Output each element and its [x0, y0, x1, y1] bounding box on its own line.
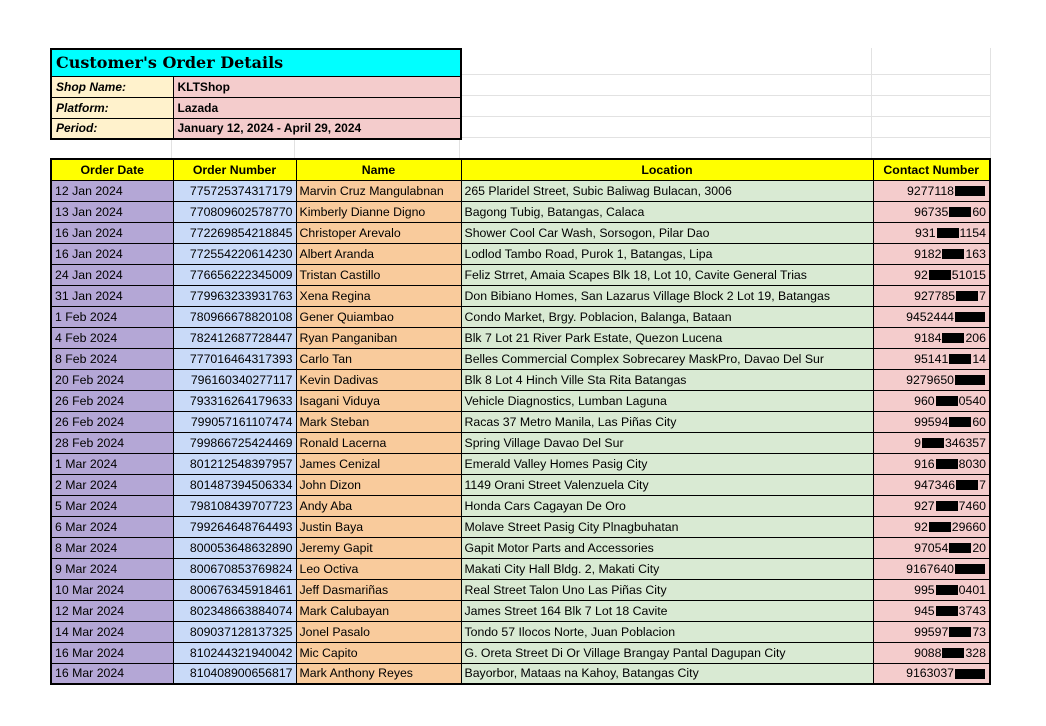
- table-row: [51, 600, 990, 621]
- location-cell: Feliz Strret, Amaia Scapes Blk 18, Lot 10, Cavite General Trias: [461, 264, 873, 285]
- order-date-cell: 28 Feb 2024: [51, 432, 173, 453]
- location-cell: Emerald Valley Homes Pasig City: [461, 453, 873, 474]
- order-date-cell: 5 Mar 2024: [51, 495, 173, 516]
- contact-number-cell: [873, 558, 990, 579]
- contact-number-cell: [873, 621, 990, 642]
- customer-name-cell: Albert Aranda: [296, 243, 461, 264]
- customer-name-cell: Andy Aba: [296, 495, 461, 516]
- info-row-period: [51, 118, 461, 139]
- contact-visible-suffix: 60: [972, 414, 986, 429]
- location-cell: Molave Street Pasig City Plnagbuhatan: [461, 516, 873, 537]
- table-row: [51, 621, 990, 642]
- contact-visible-suffix: 3743: [958, 603, 986, 618]
- contact-number-cell: [873, 327, 990, 348]
- location-cell: Gapit Motor Parts and Accessories: [461, 537, 873, 558]
- table-row: [51, 243, 990, 264]
- location-cell: Real Street Talon Uno Las Piñas City: [461, 579, 873, 600]
- shop-info-block: [50, 48, 462, 140]
- location-cell: Blk 8 Lot 4 Hinch Ville Sta Rita Batangas: [461, 369, 873, 390]
- col-header-name: Name: [296, 159, 461, 180]
- contact-visible-suffix: 0401: [958, 582, 986, 597]
- contact-number-cell: [873, 516, 990, 537]
- contact-visible-prefix: 960: [914, 393, 935, 408]
- contact-visible-suffix: 60: [972, 204, 986, 219]
- contact-visible-suffix: 163: [965, 246, 986, 261]
- contact-visible-prefix: 92: [914, 519, 928, 534]
- location-cell: 265 Plaridel Street, Subic Baliwag Bulacan, 3006: [461, 180, 873, 201]
- grid-cell: [460, 96, 872, 117]
- redaction-bar: [936, 501, 958, 511]
- customer-name-cell: Kevin Dadivas: [296, 369, 461, 390]
- contact-visible-suffix: 7: [979, 477, 986, 492]
- table-row: [51, 348, 990, 369]
- order-number-cell: 776656222345009: [173, 264, 296, 285]
- redaction-bar: [936, 396, 958, 406]
- contact-visible-prefix: 9277118: [907, 183, 954, 198]
- order-date-cell: 20 Feb 2024: [51, 369, 173, 390]
- location-cell: G. Oreta Street Di Or Village Brangay Pantal Dagupan City: [461, 642, 873, 663]
- contact-visible-suffix: 346357: [944, 435, 986, 450]
- redaction-bar: [956, 291, 978, 301]
- customer-name-cell: Gener Quiambao: [296, 306, 461, 327]
- order-number-cell: 775725374317179: [173, 180, 296, 201]
- contact-number-cell: [873, 264, 990, 285]
- contact-visible-suffix: 7460: [958, 498, 986, 513]
- contact-number-cell: [873, 663, 990, 684]
- customer-name-cell: Christoper Arevalo: [296, 222, 461, 243]
- contact-visible-prefix: 9279650: [906, 372, 954, 387]
- info-row-shop: [51, 76, 461, 97]
- redaction-bar: [942, 648, 964, 658]
- location-cell: Condo Market, Brgy. Poblacion, Balanga, Bataan: [461, 306, 873, 327]
- sheet-title: Customer's Order Details: [51, 49, 461, 76]
- order-number-cell: 799057161107474: [173, 411, 296, 432]
- col-header-order-date: Order Date: [51, 159, 173, 180]
- redaction-bar: [949, 207, 971, 217]
- contact-number-cell: [873, 474, 990, 495]
- info-value: January 12, 2024 - April 29, 2024: [173, 118, 461, 139]
- order-date-cell: 9 Mar 2024: [51, 558, 173, 579]
- order-number-cell: 779963233931763: [173, 285, 296, 306]
- order-date-cell: 8 Feb 2024: [51, 348, 173, 369]
- contact-visible-prefix: 9184: [914, 330, 942, 345]
- contact-visible-suffix: 29660: [951, 519, 986, 534]
- contact-number-cell: [873, 432, 990, 453]
- location-cell: Spring Village Davao Del Sur: [461, 432, 873, 453]
- info-label: Shop Name:: [51, 76, 173, 97]
- table-row: [51, 327, 990, 348]
- redaction-bar: [936, 606, 958, 616]
- order-number-cell: 793316264179633: [173, 390, 296, 411]
- contact-visible-prefix: 99594: [914, 414, 949, 429]
- table-row: [51, 516, 990, 537]
- table-row: [51, 453, 990, 474]
- contact-number-cell: [873, 600, 990, 621]
- contact-number-cell: [873, 285, 990, 306]
- location-cell: Blk 7 Lot 21 River Park Estate, Quezon Lucena: [461, 327, 873, 348]
- order-number-cell: 809037128137325: [173, 621, 296, 642]
- redaction-bar: [929, 522, 951, 532]
- contact-visible-prefix: 9452444: [906, 309, 954, 324]
- contact-visible-suffix: 7: [979, 288, 986, 303]
- order-number-cell: 782412687728447: [173, 327, 296, 348]
- order-date-cell: 26 Feb 2024: [51, 390, 173, 411]
- contact-visible-prefix: 945: [914, 603, 935, 618]
- contact-number-cell: [873, 348, 990, 369]
- contact-visible-suffix: 206: [965, 330, 986, 345]
- contact-number-cell: [873, 579, 990, 600]
- grid-cell: [872, 138, 991, 159]
- contact-visible-suffix: 20: [972, 540, 986, 555]
- customer-name-cell: Jeff Dasmariñas: [296, 579, 461, 600]
- order-number-cell: 802348663884074: [173, 600, 296, 621]
- order-number-cell: 800676345918461: [173, 579, 296, 600]
- contact-visible-prefix: 97054: [914, 540, 949, 555]
- contact-number-cell: [873, 411, 990, 432]
- contact-number-cell: [873, 306, 990, 327]
- order-date-cell: 16 Mar 2024: [51, 642, 173, 663]
- location-cell: Honda Cars Cagayan De Oro: [461, 495, 873, 516]
- col-header-contact-number: Contact Number: [873, 159, 990, 180]
- order-date-cell: 6 Mar 2024: [51, 516, 173, 537]
- order-date-cell: 13 Jan 2024: [51, 201, 173, 222]
- contact-visible-prefix: 927: [914, 498, 935, 513]
- table-row: [51, 264, 990, 285]
- grid-cell: [295, 138, 460, 159]
- redaction-bar: [942, 249, 964, 259]
- customer-name-cell: Mark Anthony Reyes: [296, 663, 461, 684]
- contact-number-cell: [873, 369, 990, 390]
- contact-visible-prefix: 9167640: [906, 561, 954, 576]
- contact-number-cell: [873, 495, 990, 516]
- order-date-cell: 4 Feb 2024: [51, 327, 173, 348]
- customer-name-cell: Mark Calubayan: [296, 600, 461, 621]
- order-number-cell: 796160340277117: [173, 369, 296, 390]
- order-date-cell: 10 Mar 2024: [51, 579, 173, 600]
- info-value: KLTShop: [173, 76, 461, 97]
- redaction-bar: [937, 228, 959, 238]
- location-cell: Vehicle Diagnostics, Lumban Laguna: [461, 390, 873, 411]
- order-date-cell: 26 Feb 2024: [51, 411, 173, 432]
- table-row: [51, 495, 990, 516]
- table-row: [51, 285, 990, 306]
- customer-name-cell: Ryan Panganiban: [296, 327, 461, 348]
- order-number-cell: 800053648632890: [173, 537, 296, 558]
- redaction-bar: [949, 627, 971, 637]
- table-row: [51, 390, 990, 411]
- location-cell: Makati City Hall Bldg. 2, Makati City: [461, 558, 873, 579]
- order-number-cell: 810408900656817: [173, 663, 296, 684]
- order-number-cell: 770809602578770: [173, 201, 296, 222]
- contact-visible-suffix: 328: [965, 645, 986, 660]
- order-date-cell: 12 Jan 2024: [51, 180, 173, 201]
- order-date-cell: 24 Jan 2024: [51, 264, 173, 285]
- order-number-cell: 772554220614230: [173, 243, 296, 264]
- contact-visible-prefix: 96735: [914, 204, 949, 219]
- location-cell: Bayorbor, Mataas na Kahoy, Batangas City: [461, 663, 873, 684]
- contact-visible-prefix: 9: [914, 435, 921, 450]
- grid-cell: [460, 48, 872, 75]
- table-row: [51, 411, 990, 432]
- contact-visible-prefix: 99597: [914, 624, 949, 639]
- customer-name-cell: Kimberly Dianne Digno: [296, 201, 461, 222]
- grid-cell: [460, 117, 872, 138]
- order-date-cell: 1 Mar 2024: [51, 453, 173, 474]
- redaction-bar: [956, 480, 978, 490]
- location-cell: Don Bibiano Homes, San Lazarus Village Block 2 Lot 19, Batangas: [461, 285, 873, 306]
- customer-name-cell: Tristan Castillo: [296, 264, 461, 285]
- grid-cell: [872, 75, 991, 96]
- info-label: Period:: [51, 118, 173, 139]
- contact-visible-prefix: 9182: [914, 246, 942, 261]
- grid-cell: [460, 75, 872, 96]
- order-date-cell: 16 Mar 2024: [51, 663, 173, 684]
- contact-visible-suffix: 1154: [959, 225, 986, 240]
- redaction-bar: [936, 585, 958, 595]
- customer-name-cell: Jonel Pasalo: [296, 621, 461, 642]
- order-date-cell: 8 Mar 2024: [51, 537, 173, 558]
- customer-name-cell: James Cenizal: [296, 453, 461, 474]
- col-header-location: Location: [461, 159, 873, 180]
- info-value: Lazada: [173, 97, 461, 118]
- customer-name-cell: Carlo Tan: [296, 348, 461, 369]
- customer-name-cell: Leo Octiva: [296, 558, 461, 579]
- info-row-platform: [51, 97, 461, 118]
- table-row: [51, 306, 990, 327]
- customer-name-cell: Jeremy Gapit: [296, 537, 461, 558]
- order-number-cell: 810244321940042: [173, 642, 296, 663]
- contact-number-cell: [873, 537, 990, 558]
- order-date-cell: 12 Mar 2024: [51, 600, 173, 621]
- customer-name-cell: John Dizon: [296, 474, 461, 495]
- redaction-bar: [936, 459, 958, 469]
- redaction-bar: [955, 186, 985, 196]
- table-row: [51, 474, 990, 495]
- order-date-cell: 14 Mar 2024: [51, 621, 173, 642]
- contact-number-cell: [873, 453, 990, 474]
- customer-name-cell: Ronald Lacerna: [296, 432, 461, 453]
- contact-visible-suffix: 51015: [951, 267, 986, 282]
- redaction-bar: [955, 669, 985, 679]
- redaction-bar: [949, 543, 971, 553]
- order-date-cell: 2 Mar 2024: [51, 474, 173, 495]
- table-row: [51, 579, 990, 600]
- order-date-cell: 16 Jan 2024: [51, 243, 173, 264]
- order-date-cell: 31 Jan 2024: [51, 285, 173, 306]
- orders-table: [50, 158, 991, 685]
- grid-cell: [872, 48, 991, 75]
- redaction-bar: [922, 438, 944, 448]
- order-date-cell: 1 Feb 2024: [51, 306, 173, 327]
- table-row: [51, 201, 990, 222]
- contact-visible-suffix: 8030: [958, 456, 986, 471]
- contact-number-cell: [873, 243, 990, 264]
- table-row: [51, 642, 990, 663]
- contact-number-cell: [873, 390, 990, 411]
- redaction-bar: [955, 375, 985, 385]
- contact-visible-prefix: 9088: [914, 645, 942, 660]
- grid-cell: [172, 138, 295, 159]
- redaction-bar: [955, 564, 985, 574]
- order-number-cell: 798108439707723: [173, 495, 296, 516]
- contact-visible-prefix: 92: [914, 267, 928, 282]
- table-row: [51, 369, 990, 390]
- contact-visible-suffix: 0540: [958, 393, 986, 408]
- contact-visible-prefix: 916: [914, 456, 935, 471]
- order-number-cell: 800670853769824: [173, 558, 296, 579]
- redaction-bar: [955, 312, 985, 322]
- order-number-cell: 799264648764493: [173, 516, 296, 537]
- redaction-bar: [942, 333, 964, 343]
- grid-cell: [872, 117, 991, 138]
- location-cell: 1149 Orani Street Valenzuela City: [461, 474, 873, 495]
- redaction-bar: [949, 354, 971, 364]
- grid-cell: [460, 138, 872, 159]
- contact-visible-prefix: 9163037: [906, 666, 954, 681]
- contact-visible-prefix: 931: [915, 225, 936, 240]
- col-header-order-number: Order Number: [173, 159, 296, 180]
- order-number-cell: 780966678820108: [173, 306, 296, 327]
- contact-number-cell: [873, 201, 990, 222]
- contact-visible-suffix: 73: [972, 624, 986, 639]
- table-row: [51, 537, 990, 558]
- order-number-cell: 772269854218845: [173, 222, 296, 243]
- order-number-cell: 801212548397957: [173, 453, 296, 474]
- order-date-cell: 16 Jan 2024: [51, 222, 173, 243]
- location-cell: Bagong Tubig, Batangas, Calaca: [461, 201, 873, 222]
- location-cell: Shower Cool Car Wash, Sorsogon, Pilar Dao: [461, 222, 873, 243]
- customer-name-cell: Isagani Viduya: [296, 390, 461, 411]
- location-cell: James Street 164 Blk 7 Lot 18 Cavite: [461, 600, 873, 621]
- grid-cell: [872, 96, 991, 117]
- redaction-bar: [929, 270, 951, 280]
- contact-visible-suffix: 14: [972, 351, 986, 366]
- table-row: [51, 180, 990, 201]
- contact-number-cell: [873, 180, 990, 201]
- table-row: [51, 432, 990, 453]
- table-row: [51, 558, 990, 579]
- order-number-cell: 777016464317393: [173, 348, 296, 369]
- location-cell: Tondo 57 Ilocos Norte, Juan Poblacion: [461, 621, 873, 642]
- contact-number-cell: [873, 222, 990, 243]
- grid-cell: [50, 138, 172, 159]
- table-row: [51, 663, 990, 684]
- location-cell: Lodlod Tambo Road, Purok 1, Batangas, Lipa: [461, 243, 873, 264]
- header-row: [51, 159, 990, 180]
- location-cell: Belles Commercial Complex Sobrecarey MaskPro, Davao Del Sur: [461, 348, 873, 369]
- customer-name-cell: Justin Baya: [296, 516, 461, 537]
- customer-name-cell: Marvin Cruz Mangulabnan: [296, 180, 461, 201]
- order-number-cell: 801487394506334: [173, 474, 296, 495]
- table-row: [51, 222, 990, 243]
- contact-visible-prefix: 95141: [914, 351, 949, 366]
- customer-name-cell: Mic Capito: [296, 642, 461, 663]
- contact-number-cell: [873, 642, 990, 663]
- contact-visible-prefix: 927785: [914, 288, 956, 303]
- contact-visible-prefix: 947346: [914, 477, 956, 492]
- info-label: Platform:: [51, 97, 173, 118]
- order-number-cell: 799866725424469: [173, 432, 296, 453]
- customer-name-cell: Xena Regina: [296, 285, 461, 306]
- contact-visible-prefix: 995: [914, 582, 935, 597]
- redaction-bar: [949, 417, 971, 427]
- location-cell: Racas 37 Metro Manila, Las Piñas City: [461, 411, 873, 432]
- customer-name-cell: Mark Steban: [296, 411, 461, 432]
